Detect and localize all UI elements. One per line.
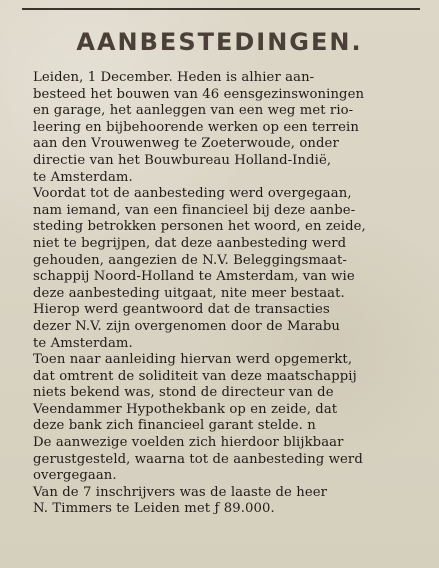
- paragraph-line: dat omtrent de soliditeit van deze maatschappij: [33, 368, 357, 384]
- paragraph-line: Leiden, 1 December. Heden is alhier aan-: [33, 70, 315, 85]
- paragraph-line: Veendammer Hypothekbank op en zeide, dat: [33, 401, 338, 417]
- paragraph-line: N. Timmers te Leiden met ƒ 89.000.: [33, 501, 275, 517]
- paragraph-line: en garage, het aanleggen van een weg met rio-: [33, 103, 354, 119]
- paragraph-line: De aanwezige voelden zich hierdoor blijkbaar: [33, 435, 344, 451]
- paragraph-line: schappij Noord-Holland te Amsterdam, van wie: [33, 269, 355, 285]
- paragraph-line: deze bank zich financieel garant stelde. n: [33, 418, 316, 434]
- paragraph-line: leering en bijbehoorende werken op een terrein: [33, 119, 359, 135]
- paragraph-line: te Amsterdam.: [33, 335, 133, 351]
- paragraph-line: niets bekend was, stond de directeur van de: [33, 385, 334, 401]
- paragraph-line: steding betrokken personen het woord, en zeide,: [33, 219, 366, 235]
- paragraph-3: [33, 302, 426, 352]
- paragraph-line: deze aanbesteding uitgaat, nite meer bestaat.: [33, 285, 345, 301]
- paragraph-line: gehouden, aangezien de N.V. Beleggingsmaat-: [33, 252, 347, 268]
- paragraph-line: overgegaan.: [33, 468, 117, 484]
- paragraph-line: Van de 7 inschrijvers was de laaste de heer: [33, 484, 328, 500]
- paragraph-line: te Amsterdam.: [33, 169, 133, 185]
- paragraph-line: gerustgesteld, waarna tot de aanbesteding werd: [33, 451, 363, 467]
- paragraph-line: directie van het Bouwbureau Holland-Indië,: [33, 152, 332, 168]
- headline: AANBESTEDINGEN.: [76, 28, 363, 56]
- article-body: [33, 70, 426, 518]
- paragraph-line: niet te begrijpen, dat deze aanbesteding werd: [33, 235, 347, 251]
- paragraph-2: [33, 186, 426, 302]
- paragraph-line: Hierop werd geantwoord dat de transacties: [33, 302, 330, 318]
- paragraph-line: dezer N.V. zijn overgenomen door de Marabu: [33, 318, 341, 334]
- paragraph-5: [33, 435, 426, 485]
- paragraph-line: nam iemand, van een financieel bij deze aanbe-: [33, 202, 356, 218]
- paragraph-line: aan den Vrouwenweg te Zoeterwoude, onder: [33, 136, 339, 152]
- paragraph-line: Voordat tot de aanbesteding werd overgegaan,: [33, 186, 352, 202]
- paragraph-4: [33, 352, 426, 435]
- paragraph-1: [33, 70, 426, 186]
- paragraph-6: [33, 485, 426, 518]
- top-rule: [22, 8, 420, 10]
- paragraph-line: besteed het bouwen van 46 eensgezinswoningen: [33, 86, 365, 102]
- paragraph-line: Toen naar aanleiding hiervan werd opgemerkt,: [33, 352, 353, 368]
